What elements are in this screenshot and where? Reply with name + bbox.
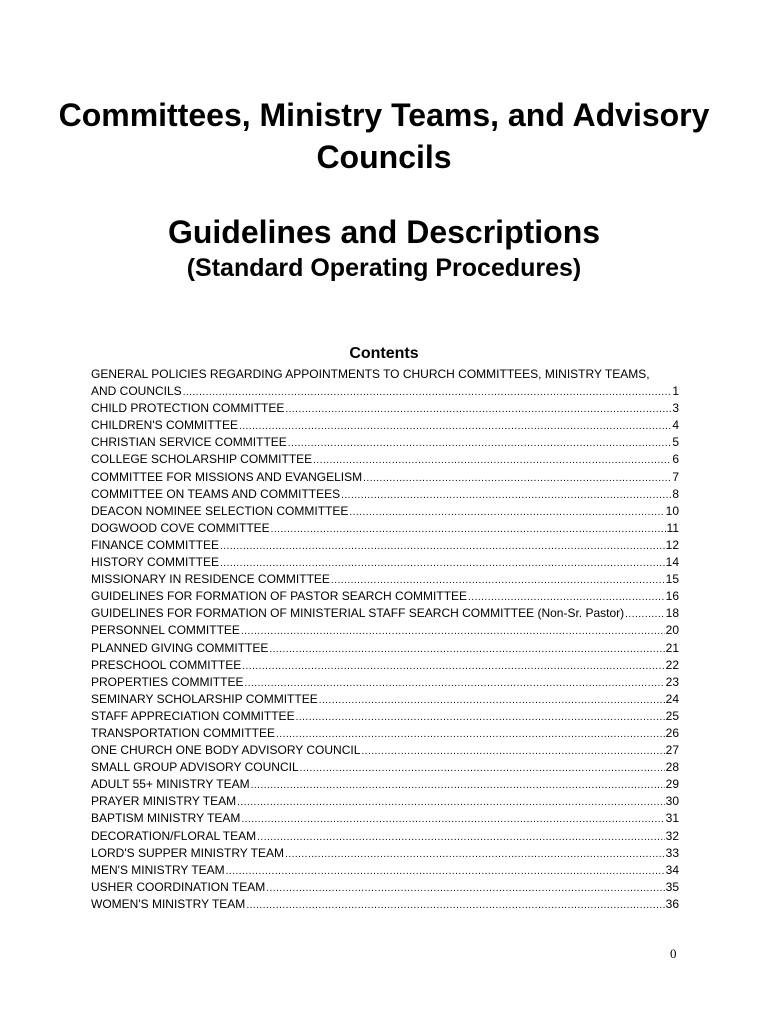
toc-entry[interactable] bbox=[91, 537, 679, 554]
toc-entry[interactable] bbox=[91, 674, 679, 691]
toc-entry-first-line[interactable]: GENERAL POLICIES REGARDING APPOINTMENTS TO CHURCH COMMITTEES, MINISTRY TEAMS, bbox=[91, 367, 650, 381]
toc-entry-label: STAFF APPRECIATION COMMITTEE bbox=[91, 708, 295, 723]
toc-dot-leader bbox=[183, 384, 672, 401]
toc-entry-label: SEMINARY SCHOLARSHIP COMMITTEE bbox=[91, 691, 318, 706]
document-subtitle-procedures: (Standard Operating Procedures) bbox=[186, 254, 582, 282]
toc-entry-label: ONE CHURCH ONE BODY ADVISORY COUNCIL bbox=[91, 743, 361, 758]
toc-entry[interactable] bbox=[91, 383, 679, 400]
toc-entry-label: ADULT 55+ MINISTRY TEAM bbox=[91, 777, 250, 792]
toc-dot-leader bbox=[241, 811, 664, 828]
toc-dot-leader bbox=[331, 572, 665, 589]
title-block bbox=[0, 94, 768, 284]
toc-entry[interactable] bbox=[91, 588, 679, 605]
toc-entry-label: GUIDELINES FOR FORMATION OF MINISTERIAL STAFF SEARCH COMMITTEE (Non-Sr. Pastor) bbox=[91, 606, 625, 621]
document-title: Committees, Ministry Teams, and Advisory Councils bbox=[58, 97, 710, 175]
toc-dot-leader bbox=[363, 470, 671, 487]
toc-entry-page: 36 bbox=[665, 896, 679, 911]
toc-entry-page: 35 bbox=[665, 879, 679, 894]
toc-entry-page: 16 bbox=[665, 589, 679, 604]
toc-entry-label: MEN'S MINISTRY TEAM bbox=[91, 862, 225, 877]
toc-dot-leader bbox=[226, 863, 665, 880]
toc-entry-page: 20 bbox=[665, 623, 679, 638]
toc-dot-leader bbox=[220, 555, 665, 572]
toc-entry-page: 14 bbox=[665, 555, 679, 570]
toc-dot-leader bbox=[349, 504, 664, 521]
toc-entry-label: HISTORY COMMITTEE bbox=[91, 555, 220, 570]
toc-dot-leader bbox=[239, 418, 671, 435]
toc-entry-page: 33 bbox=[665, 845, 679, 860]
contents-heading: Contents bbox=[349, 345, 419, 362]
toc-entry-page: 34 bbox=[665, 862, 679, 877]
toc-entry[interactable] bbox=[91, 469, 679, 486]
toc-entry-label: USHER COORDINATION TEAM bbox=[91, 879, 266, 894]
toc-dot-leader bbox=[361, 743, 664, 760]
toc-entry-label: MISSIONARY IN RESIDENCE COMMITTEE bbox=[91, 572, 330, 587]
toc-dot-leader bbox=[341, 487, 671, 504]
toc-entry-page: 31 bbox=[665, 811, 679, 826]
table-of-contents bbox=[91, 366, 679, 913]
toc-entry[interactable] bbox=[91, 520, 679, 537]
toc-entry[interactable] bbox=[91, 879, 679, 896]
toc-entry-page: 29 bbox=[665, 777, 679, 792]
toc-entry-page: 15 bbox=[665, 572, 679, 587]
toc-entry-page: 7 bbox=[672, 469, 679, 484]
toc-dot-leader bbox=[266, 880, 664, 897]
page-number: 0 bbox=[670, 946, 677, 961]
toc-entry[interactable] bbox=[91, 776, 679, 793]
toc-entry-page: 3 bbox=[672, 401, 679, 416]
toc-entry[interactable] bbox=[91, 845, 679, 862]
toc-entry-label: COMMITTEE ON TEAMS AND COMMITTEES bbox=[91, 486, 341, 501]
toc-dot-leader bbox=[300, 760, 665, 777]
toc-entry-label: PLANNED GIVING COMMITTEE bbox=[91, 640, 269, 655]
toc-entry[interactable] bbox=[91, 896, 679, 913]
toc-dot-leader bbox=[220, 538, 665, 555]
toc-entry-label: COMMITTEE FOR MISSIONS AND EVANGELISM bbox=[91, 469, 363, 484]
toc-dot-leader bbox=[244, 675, 664, 692]
toc-entry[interactable] bbox=[91, 486, 679, 503]
toc-entry[interactable] bbox=[91, 810, 679, 827]
toc-entry-page: 8 bbox=[672, 486, 679, 501]
toc-dot-leader bbox=[269, 641, 664, 658]
toc-entry-page: 25 bbox=[665, 708, 679, 723]
toc-entry-page: 22 bbox=[665, 657, 679, 672]
toc-entry-label: WOMEN'S MINISTRY TEAM bbox=[91, 896, 246, 911]
toc-entry-label: DEACON NOMINEE SELECTION COMMITTEE bbox=[91, 503, 349, 518]
toc-entry-label: CHRISTIAN SERVICE COMMITTEE bbox=[91, 435, 287, 450]
toc-entry[interactable] bbox=[91, 571, 679, 588]
toc-entry-label: PERSONNEL COMMITTEE bbox=[91, 623, 240, 638]
toc-entry-label: DOGWOOD COVE COMMITTEE bbox=[91, 520, 270, 535]
toc-entry[interactable] bbox=[91, 691, 679, 708]
toc-dot-leader bbox=[285, 846, 665, 863]
toc-dot-leader bbox=[288, 435, 672, 452]
toc-dot-leader bbox=[296, 709, 665, 726]
toc-entry-page: 10 bbox=[665, 503, 679, 518]
toc-entry[interactable] bbox=[91, 554, 679, 571]
toc-entry-page: 28 bbox=[665, 760, 679, 775]
toc-entry[interactable] bbox=[91, 417, 679, 434]
toc-entry-page: 11 bbox=[666, 520, 679, 535]
toc-entry-page: 27 bbox=[665, 743, 679, 758]
toc-entry[interactable] bbox=[91, 400, 679, 417]
toc-entry[interactable] bbox=[91, 742, 679, 759]
toc-dot-leader bbox=[242, 658, 664, 675]
toc-entry-label: SMALL GROUP ADVISORY COUNCIL bbox=[91, 760, 299, 775]
toc-entry-label: CHILDREN'S COMMITTEE bbox=[91, 418, 238, 433]
toc-entry-page: 18 bbox=[665, 606, 679, 621]
toc-entry[interactable] bbox=[91, 708, 679, 725]
toc-entry-label: COLLEGE SCHOLARSHIP COMMITTEE bbox=[91, 452, 313, 467]
toc-entry-label: LORD'S SUPPER MINISTRY TEAM bbox=[91, 845, 285, 860]
toc-entry-label: PRESCHOOL COMMITTEE bbox=[91, 657, 242, 672]
toc-entry-page: 23 bbox=[665, 674, 679, 689]
toc-entry-page: 24 bbox=[665, 691, 679, 706]
toc-dot-leader bbox=[246, 897, 664, 914]
toc-entry[interactable] bbox=[91, 828, 679, 845]
toc-entry-page: 6 bbox=[672, 452, 679, 467]
toc-entry[interactable] bbox=[91, 640, 679, 657]
toc-entry-label: PROPERTIES COMMITTEE bbox=[91, 674, 244, 689]
toc-entry[interactable] bbox=[91, 793, 679, 810]
toc-dot-leader bbox=[237, 794, 664, 811]
toc-entry-label: CHILD PROTECTION COMMITTEE bbox=[91, 401, 285, 416]
toc-dot-leader bbox=[271, 521, 666, 538]
toc-entry[interactable] bbox=[91, 434, 679, 451]
toc-dot-leader bbox=[319, 692, 665, 709]
toc-entry-label: GUIDELINES FOR FORMATION OF PASTOR SEARCH COMMITTEE bbox=[91, 589, 468, 604]
toc-entry-page: 5 bbox=[672, 435, 679, 450]
toc-dot-leader bbox=[276, 726, 665, 743]
toc-entry-page: 12 bbox=[665, 537, 679, 552]
toc-entry[interactable] bbox=[91, 725, 679, 742]
toc-entry-page: 32 bbox=[665, 828, 679, 843]
toc-entry[interactable] bbox=[91, 657, 679, 674]
toc-entry-label: DECORATION/FLORAL TEAM bbox=[91, 828, 257, 843]
toc-entry[interactable] bbox=[91, 503, 679, 520]
toc-entry-label: BAPTISM MINISTRY TEAM bbox=[91, 811, 241, 826]
toc-entry[interactable] bbox=[91, 451, 679, 468]
toc-entry-label: AND COUNCILS bbox=[91, 384, 182, 399]
toc-entry-page: 21 bbox=[665, 640, 679, 655]
toc-dot-leader bbox=[241, 623, 665, 640]
toc-dot-leader bbox=[625, 606, 664, 623]
toc-dot-leader bbox=[313, 452, 671, 469]
toc-entry-page: 1 bbox=[672, 384, 679, 399]
toc-entry[interactable] bbox=[91, 605, 679, 622]
toc-dot-leader bbox=[251, 777, 665, 794]
document-subtitle: Guidelines and Descriptions bbox=[167, 214, 601, 250]
toc-entry-label: FINANCE COMMITTEE bbox=[91, 537, 219, 552]
toc-entry[interactable] bbox=[91, 862, 679, 879]
toc-dot-leader bbox=[468, 589, 665, 606]
toc-entry-page: 30 bbox=[665, 794, 679, 809]
toc-entry[interactable] bbox=[91, 759, 679, 776]
toc-entry-page: 4 bbox=[672, 418, 679, 433]
toc-entry-label: TRANSPORTATION COMMITTEE bbox=[91, 725, 276, 740]
toc-dot-leader bbox=[257, 829, 665, 846]
toc-entry-page: 26 bbox=[665, 725, 679, 740]
toc-entry-label: PRAYER MINISTRY TEAM bbox=[91, 794, 237, 809]
toc-entry[interactable] bbox=[91, 622, 679, 639]
toc-dot-leader bbox=[285, 401, 671, 418]
